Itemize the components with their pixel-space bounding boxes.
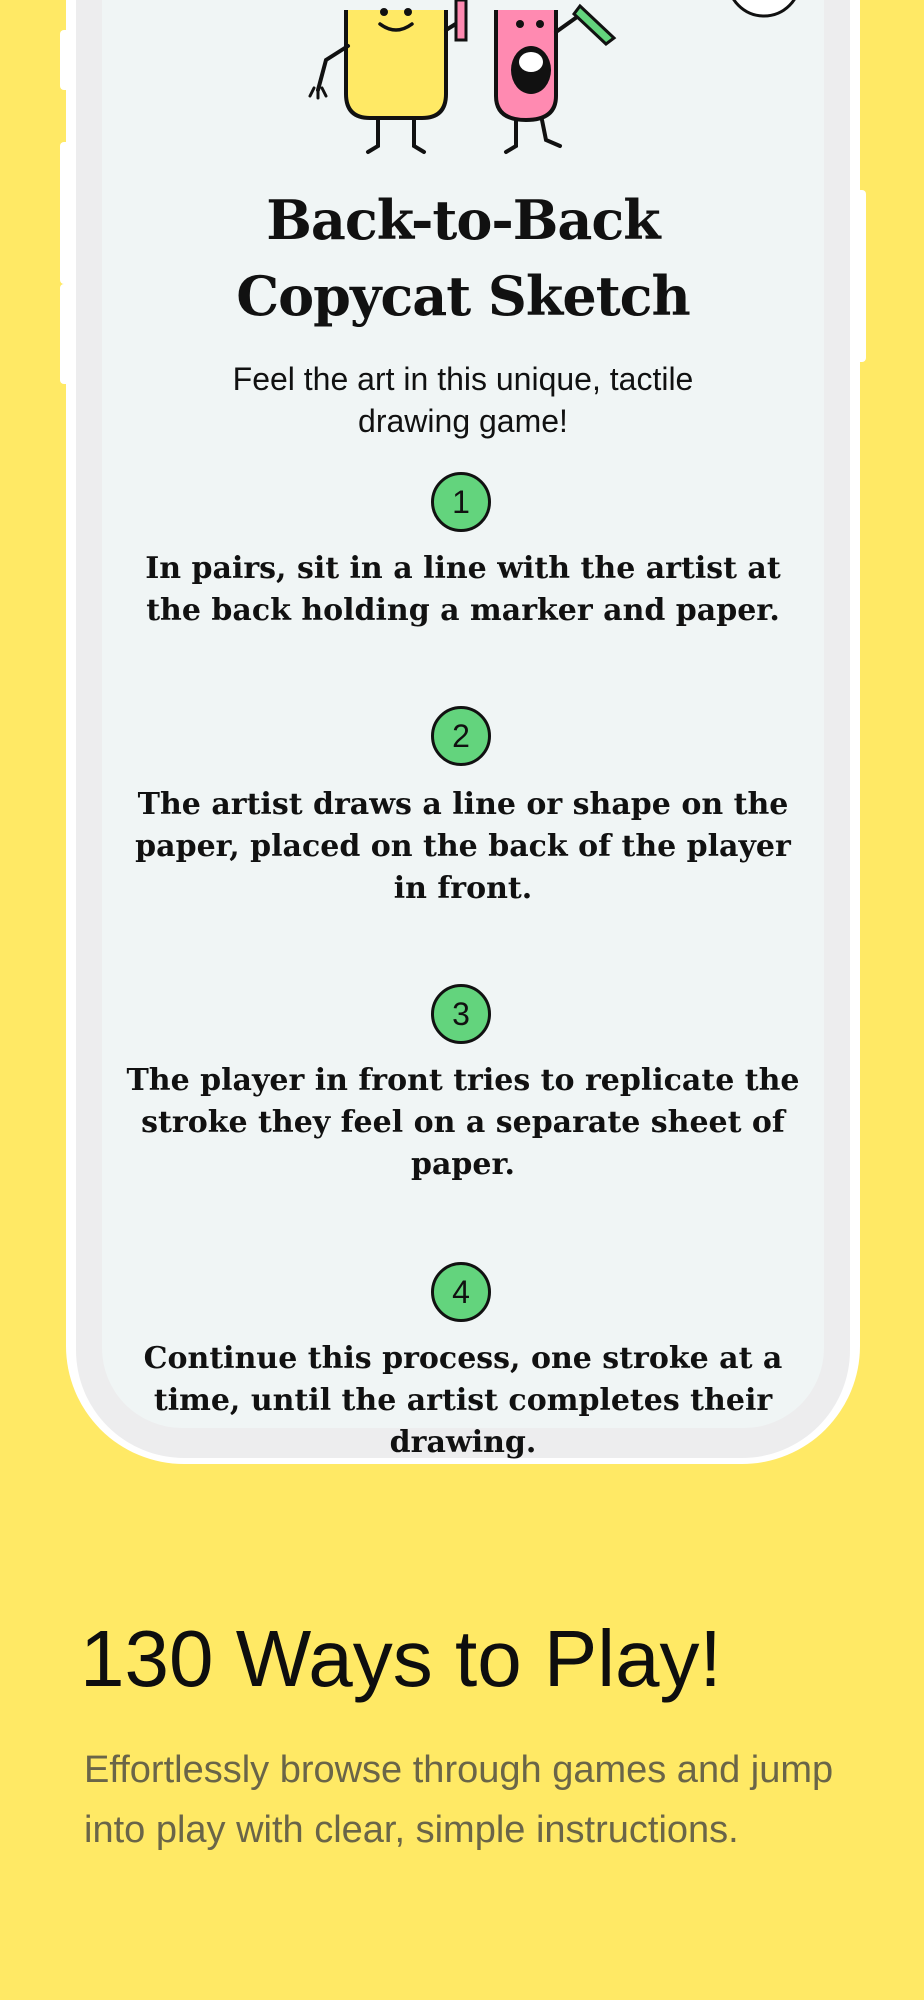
step-text: Continue this process, one stroke at a time, until the artist completes their drawing.	[143, 1341, 783, 1460]
promo-headline: 130 Ways to Play!	[80, 1614, 722, 1703]
step-text: The player in front tries to replicate the stroke they feel on a separate sheet of paper.	[126, 1063, 800, 1182]
step-number-badge: 1	[431, 472, 491, 532]
step-number-badge: 2	[431, 706, 491, 766]
circle-button-icon	[724, 0, 802, 20]
game-title-line2: Copycat Sketch	[236, 264, 690, 328]
step-text: The artist draws a line or shape on the paper, placed on the back of the player in front.	[135, 787, 791, 906]
promo-subhead: Effortlessly browse through games and jump into play with clear, simple instructions.	[84, 1749, 834, 1851]
close-button[interactable]	[724, 0, 802, 20]
step-number-badge: 3	[431, 984, 491, 1044]
characters-illustration-icon	[284, 0, 644, 160]
game-subtitle: Feel the art in this unique, tactile drawing game!	[232, 361, 694, 439]
step-text: In pairs, sit in a line with the artist at the back holding a marker and paper.	[145, 551, 781, 628]
game-title-line1: Back-to-Back	[266, 188, 660, 252]
game-title	[102, 182, 824, 334]
phone-screen	[102, 0, 824, 1460]
step-number-badge: 4	[431, 1262, 491, 1322]
